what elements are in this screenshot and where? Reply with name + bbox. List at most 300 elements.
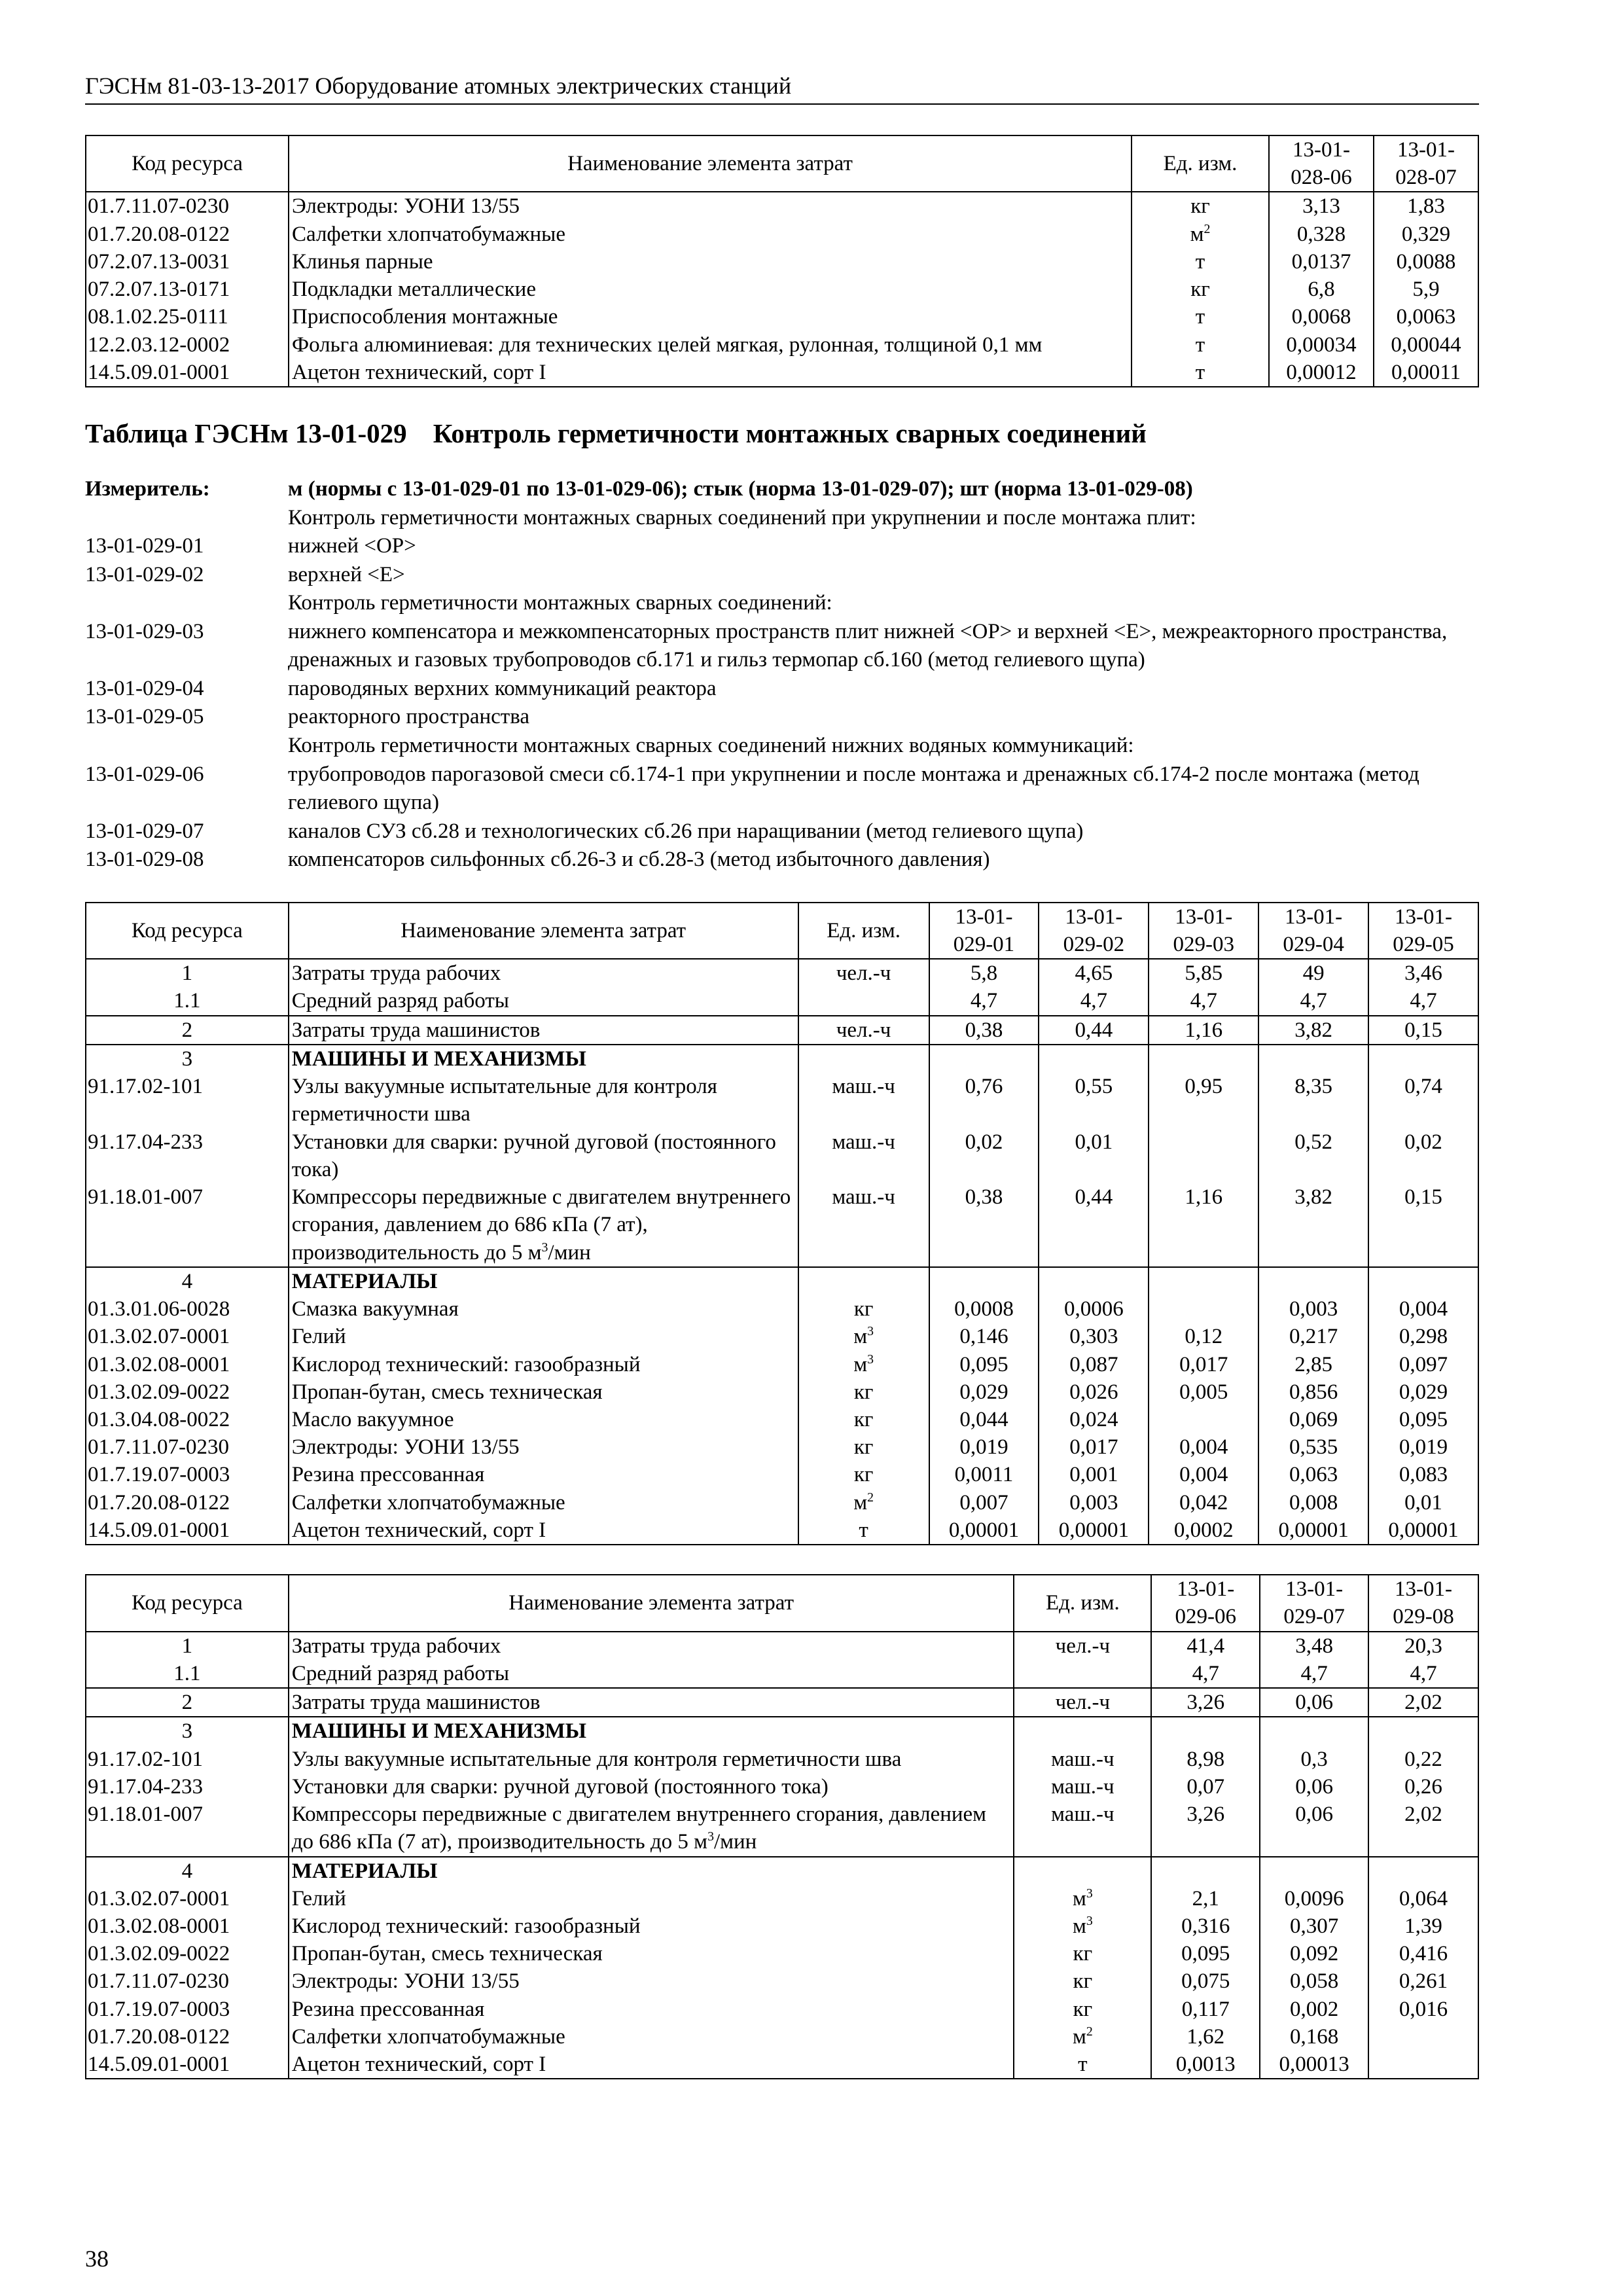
resource-code: 01.3.02.07-0001 <box>86 1323 289 1350</box>
table-header-row <box>86 135 1478 192</box>
norm-value: 0,00013 <box>1260 2051 1368 2079</box>
table-row <box>86 1183 1478 1267</box>
table-row <box>86 276 1478 303</box>
norm-value: 0,0011 <box>929 1461 1039 1488</box>
norm-value: 0,017 <box>1039 1433 1149 1461</box>
page-number: 38 <box>85 2246 109 2272</box>
table-row <box>86 1912 1478 1940</box>
resource-code: 01.7.19.07-0003 <box>86 1996 289 2023</box>
norm-description: нижней <ОР> <box>288 534 416 558</box>
norm-value: 0,001 <box>1039 1461 1149 1488</box>
header-norm: 13-01- 028-07 <box>1374 135 1478 192</box>
norm-value: 0,0006 <box>1039 1295 1149 1323</box>
norm-value: 0,38 <box>929 1016 1039 1045</box>
norm-value: 0,15 <box>1368 1183 1478 1267</box>
table-row <box>86 1016 1478 1045</box>
unit: т <box>798 1516 929 1545</box>
resource-code: 1 <box>86 1632 289 1660</box>
norm-value: 49 <box>1258 959 1368 987</box>
norm-value: 0,002 <box>1260 1996 1368 2023</box>
norm-value <box>1149 1406 1258 1433</box>
norm-value <box>1260 1717 1368 1745</box>
table-row <box>86 1406 1478 1433</box>
norm-description-row <box>85 532 1479 561</box>
resource-code: 1.1 <box>86 1660 289 1688</box>
resource-code: 91.18.01-007 <box>86 1801 289 1856</box>
norm-value: 0,52 <box>1258 1128 1368 1183</box>
unit: т <box>1132 331 1269 359</box>
table-row <box>86 1378 1478 1406</box>
unit: кг <box>1132 276 1269 303</box>
norm-value: 3,48 <box>1260 1632 1368 1660</box>
norm-value: 2,85 <box>1258 1351 1368 1378</box>
unit: $м^3$ <box>1014 1885 1151 1912</box>
table-row <box>86 192 1478 220</box>
header-code: Код ресурса <box>86 135 289 192</box>
resource-code: 14.5.09.01-0001 <box>86 1516 289 1545</box>
header-code: Код ресурса <box>86 1575 289 1631</box>
unit: чел.-ч <box>1014 1688 1151 1717</box>
norm-value: 0,0068 <box>1269 303 1374 331</box>
norm-value: 0,01 <box>1039 1128 1149 1183</box>
norm-value: 4,65 <box>1039 959 1149 987</box>
norm-description-row <box>85 732 1479 761</box>
resource-code: 1.1 <box>86 987 289 1015</box>
resource-code: 91.17.02-101 <box>86 1073 289 1128</box>
table-row <box>86 1773 1478 1801</box>
norm-description: каналов СУЗ сб.28 и технологических сб.26 при наращивании (метод гелиевого щупа) <box>288 819 1084 843</box>
unit: маш.-ч <box>1014 1773 1151 1801</box>
resource-name: Приспособления монтажные <box>289 303 1132 331</box>
norm-value: 0,416 <box>1368 1940 1478 1967</box>
unit <box>798 1045 929 1073</box>
unit <box>798 1267 929 1295</box>
norm-code <box>85 732 288 761</box>
unit: $м^3$ <box>798 1323 929 1350</box>
table-row <box>86 1516 1478 1545</box>
unit: маш.-ч <box>798 1183 929 1267</box>
resource-table-028 <box>85 135 1479 387</box>
norm-value: 0,026 <box>1039 1378 1149 1406</box>
norm-description: реакторного пространства <box>288 705 530 729</box>
header-norm: 13-01- 029-02 <box>1039 903 1149 959</box>
norm-value: 0,058 <box>1260 1967 1368 1995</box>
norm-value: 0,0013 <box>1151 2051 1260 2079</box>
norm-value: 0,00001 <box>1368 1516 1478 1545</box>
norm-value: 0,064 <box>1368 1885 1478 1912</box>
norm-value: 0,087 <box>1039 1351 1149 1378</box>
unit: маш.-ч <box>1014 1746 1151 1773</box>
norm-value: 0,097 <box>1368 1351 1478 1378</box>
norm-value: 8,35 <box>1258 1073 1368 1128</box>
resource-code: 08.1.02.25-0111 <box>86 303 289 331</box>
table-row <box>86 1045 1478 1073</box>
resource-code: 91.17.04-233 <box>86 1773 289 1801</box>
header-norm: 13-01- 029-03 <box>1149 903 1258 959</box>
norm-value <box>929 1045 1039 1073</box>
resource-code: 01.3.02.08-0001 <box>86 1912 289 1940</box>
norm-value: 1,62 <box>1151 2023 1260 2051</box>
norm-value: 4,7 <box>1368 1660 1478 1688</box>
norm-value: 0,261 <box>1368 1967 1478 1995</box>
norm-value <box>929 1267 1039 1295</box>
header-code: Код ресурса <box>86 903 289 959</box>
table-row <box>86 1688 1478 1717</box>
resource-code: 01.7.20.08-0122 <box>86 2023 289 2051</box>
norm-value: 0,005 <box>1149 1378 1258 1406</box>
unit: чел.-ч <box>1014 1632 1151 1660</box>
unit <box>1014 1660 1151 1688</box>
resource-name: Гелий <box>289 1323 798 1350</box>
unit: кг <box>798 1406 929 1433</box>
norm-value: 4,7 <box>1039 987 1149 1015</box>
norm-value: 0,00034 <box>1269 331 1374 359</box>
norm-value: 0,06 <box>1260 1773 1368 1801</box>
resource-code: 01.7.11.07-0230 <box>86 1433 289 1461</box>
norm-value: 4,7 <box>1151 1660 1260 1688</box>
table-row <box>86 1073 1478 1128</box>
norm-value: 0,55 <box>1039 1073 1149 1128</box>
norm-value: 0,016 <box>1368 1996 1478 2023</box>
norm-description: Контроль герметичности монтажных сварных соединений нижних водяных коммуникаций: <box>288 734 1134 758</box>
table-row <box>86 2051 1478 2079</box>
norm-value: 0,095 <box>929 1351 1039 1378</box>
resource-name: Компрессоры передвижные с двигателем внутреннего сгорания, давлением до 686 кПа (7 ат), производительность до 5 $м^3$/мин <box>289 1801 1014 1856</box>
norm-value: 1,83 <box>1374 192 1478 220</box>
norm-value: 4,7 <box>1258 987 1368 1015</box>
norm-value: 1,39 <box>1368 1912 1478 1940</box>
resource-code: 01.7.19.07-0003 <box>86 1461 289 1488</box>
resource-code: 01.3.02.09-0022 <box>86 1378 289 1406</box>
table-label: Таблица ГЭСНм 13-01-029 <box>85 418 407 449</box>
norm-value: 0,856 <box>1258 1378 1368 1406</box>
resource-name: Электроды: УОНИ 13/55 <box>289 1433 798 1461</box>
resource-name: Ацетон технический, сорт I <box>289 2051 1014 2079</box>
norm-value: 0,00044 <box>1374 331 1478 359</box>
norm-value: 0,44 <box>1039 1183 1149 1267</box>
resource-name: Салфетки хлопчатобумажные <box>289 221 1132 248</box>
header-unit: Ед. изм. <box>1132 135 1269 192</box>
unit <box>798 987 929 1015</box>
norm-value: 0,01 <box>1368 1489 1478 1516</box>
table-row <box>86 248 1478 276</box>
norm-value: 8,98 <box>1151 1746 1260 1773</box>
norm-value: 0,042 <box>1149 1489 1258 1516</box>
norm-value: 0,26 <box>1368 1773 1478 1801</box>
resource-name: Затраты труда машинистов <box>289 1688 1014 1717</box>
table-header-row <box>86 1575 1478 1631</box>
resource-name: Узлы вакуумные испытательные для контроля герметичности шва <box>289 1073 798 1128</box>
resource-name: Салфетки хлопчатобумажные <box>289 2023 1014 2051</box>
norm-description: трубопроводов парогазовой смеси сб.174-1 при укрупнении и после монтажа и дренажных сб.174-2 после монтажа (метод гелиевого щупа) <box>288 762 1419 815</box>
table-row <box>86 359 1478 387</box>
norm-value: 0,535 <box>1258 1433 1368 1461</box>
norm-value: 0,004 <box>1149 1461 1258 1488</box>
norm-value: 0,303 <box>1039 1323 1149 1350</box>
table-row <box>86 1632 1478 1660</box>
resource-code: 3 <box>86 1045 289 1073</box>
unit <box>1014 1717 1151 1745</box>
norm-value: 0,083 <box>1368 1461 1478 1488</box>
table-row <box>86 1461 1478 1488</box>
norm-value: 0,15 <box>1368 1016 1478 1045</box>
resource-name: Затраты труда машинистов <box>289 1016 798 1045</box>
resource-name: Масло вакуумное <box>289 1406 798 1433</box>
norm-value: 6,8 <box>1269 276 1374 303</box>
norm-value: 0,044 <box>929 1406 1039 1433</box>
unit: кг <box>798 1433 929 1461</box>
header-norm: 13-01- 028-06 <box>1269 135 1374 192</box>
norm-code: 13-01-029-02 <box>85 562 204 586</box>
norm-value: 0,12 <box>1149 1323 1258 1350</box>
norm-value: 0,44 <box>1039 1016 1149 1045</box>
table-row <box>86 1489 1478 1516</box>
norm-value <box>1151 1717 1260 1745</box>
table-row <box>86 1857 1478 1885</box>
unit: кг <box>1014 1967 1151 1995</box>
unit: $м^3$ <box>1014 1912 1151 1940</box>
norm-code: 13-01-029-04 <box>85 676 204 700</box>
table-row <box>86 303 1478 331</box>
resource-name: Ацетон технический, сорт I <box>289 1516 798 1545</box>
norm-value <box>1258 1045 1368 1073</box>
norm-value: 2,02 <box>1368 1688 1478 1717</box>
resource-code: 14.5.09.01-0001 <box>86 359 289 387</box>
table-title <box>85 418 1479 449</box>
norm-value: 1,16 <box>1149 1183 1258 1267</box>
running-title: ГЭСНм 81-03-13-2017 Оборудование атомных электрических станций <box>85 72 1479 105</box>
unit: $м^2$ <box>1014 2023 1151 2051</box>
unit: маш.-ч <box>798 1128 929 1183</box>
resource-table-029-a <box>85 902 1479 1545</box>
norm-description: пароводяных верхних коммуникаций реактора <box>288 676 717 700</box>
resource-name: Узлы вакуумные испытательные для контроля герметичности шва <box>289 1746 1014 1773</box>
resource-name: Средний разряд работы <box>289 1660 1014 1688</box>
unit: т <box>1014 2051 1151 2079</box>
norm-value: 0,004 <box>1149 1433 1258 1461</box>
norm-value: 3,82 <box>1258 1183 1368 1267</box>
norm-description: Контроль герметичности монтажных сварных соединений при укрупнении и после монтажа плит: <box>288 505 1196 529</box>
norm-value <box>1151 1857 1260 1885</box>
norm-description-row <box>85 703 1479 732</box>
unit: кг <box>1014 1996 1151 2023</box>
norm-value: 5,8 <box>929 959 1039 987</box>
resource-code: 2 <box>86 1016 289 1045</box>
resource-name: Смазка вакуумная <box>289 1295 798 1323</box>
norm-value: 0,069 <box>1258 1406 1368 1433</box>
norm-value: 0,07 <box>1151 1773 1260 1801</box>
norm-value: 0,095 <box>1151 1940 1260 1967</box>
resource-code: 01.3.02.08-0001 <box>86 1351 289 1378</box>
norm-value: 0,328 <box>1269 221 1374 248</box>
norm-value: 0,017 <box>1149 1351 1258 1378</box>
norm-code: 13-01-029-08 <box>85 848 204 872</box>
table-row <box>86 1801 1478 1856</box>
norm-value: 2,02 <box>1368 1801 1478 1856</box>
resource-table-029-b <box>85 1574 1479 2079</box>
resource-name: Фольга алюминиевая: для технических целей мягкая, рулонная, толщиной 0,1 мм <box>289 331 1132 359</box>
header-norm: 13-01- 029-04 <box>1258 903 1368 959</box>
resource-code: 2 <box>86 1688 289 1717</box>
norm-value: 0,95 <box>1149 1073 1258 1128</box>
table-row <box>86 1660 1478 1688</box>
resource-name: МАТЕРИАЛЫ <box>289 1267 798 1295</box>
unit: т <box>1132 359 1269 387</box>
resource-code: 3 <box>86 1717 289 1745</box>
norm-value: 0,307 <box>1260 1912 1368 1940</box>
norm-value: 0,06 <box>1260 1688 1368 1717</box>
resource-name: Установки для сварки: ручной дуговой (постоянного тока) <box>289 1773 1014 1801</box>
norm-value: 0,003 <box>1258 1295 1368 1323</box>
norm-value: 0,0008 <box>929 1295 1039 1323</box>
norm-value: 0,3 <box>1260 1746 1368 1773</box>
header-unit: Ед. изм. <box>798 903 929 959</box>
norm-value: 3,82 <box>1258 1016 1368 1045</box>
header-norm: 13-01- 029-01 <box>929 903 1039 959</box>
resource-name: Затраты труда рабочих <box>289 959 798 987</box>
norm-value <box>1368 1857 1478 1885</box>
norm-value <box>1368 1045 1478 1073</box>
unit: кг <box>798 1461 929 1488</box>
table-name: Контроль герметичности монтажных сварных соединений <box>433 418 1147 449</box>
norm-value: 0,007 <box>929 1489 1039 1516</box>
norm-value: 0,024 <box>1039 1406 1149 1433</box>
resource-code: 07.2.07.13-0171 <box>86 276 289 303</box>
norm-value: 0,298 <box>1368 1323 1478 1350</box>
norm-code <box>85 504 288 533</box>
norm-value: 0,063 <box>1258 1461 1368 1488</box>
norm-value: 0,00001 <box>929 1516 1039 1545</box>
resource-code: 01.7.20.08-0122 <box>86 221 289 248</box>
resource-code: 14.5.09.01-0001 <box>86 2051 289 2079</box>
table-row <box>86 221 1478 248</box>
resource-code: 01.7.20.08-0122 <box>86 1489 289 1516</box>
norm-value: 0,0096 <box>1260 1885 1368 1912</box>
resource-name: МАТЕРИАЛЫ <box>289 1857 1014 1885</box>
table-row <box>86 1717 1478 1745</box>
norm-value: 0,029 <box>1368 1378 1478 1406</box>
unit: $м^3$ <box>798 1351 929 1378</box>
norm-value <box>1368 1717 1478 1745</box>
norm-value: 0,316 <box>1151 1912 1260 1940</box>
norm-value: 0,22 <box>1368 1746 1478 1773</box>
norm-value: 0,092 <box>1260 1940 1368 1967</box>
norm-code: 13-01-029-01 <box>85 534 204 558</box>
norm-value: 0,004 <box>1368 1295 1478 1323</box>
unit: кг <box>798 1295 929 1323</box>
norm-value: 0,029 <box>929 1378 1039 1406</box>
resource-name: Резина прессованная <box>289 1461 798 1488</box>
table-row <box>86 1746 1478 1773</box>
norm-value: 0,0088 <box>1374 248 1478 276</box>
resource-code: 1 <box>86 959 289 987</box>
norm-value: 20,3 <box>1368 1632 1478 1660</box>
norm-value: 3,13 <box>1269 192 1374 220</box>
resource-name: Резина прессованная <box>289 1996 1014 2023</box>
resource-name: Электроды: УОНИ 13/55 <box>289 192 1132 220</box>
norm-value <box>1149 1267 1258 1295</box>
norm-description-row <box>85 561 1479 590</box>
header-unit: Ед. изм. <box>1014 1575 1151 1631</box>
norm-value: 0,0137 <box>1269 248 1374 276</box>
resource-name: Клинья парные <box>289 248 1132 276</box>
norm-value: 4,7 <box>1260 1660 1368 1688</box>
table-row <box>86 1128 1478 1183</box>
table-row <box>86 1267 1478 1295</box>
norm-value: 0,003 <box>1039 1489 1149 1516</box>
norm-value: 0,02 <box>929 1128 1039 1183</box>
unit: кг <box>1132 192 1269 220</box>
unit: т <box>1132 303 1269 331</box>
unit: т <box>1132 248 1269 276</box>
norm-value: 4,7 <box>1368 987 1478 1015</box>
norm-value: 0,168 <box>1260 2023 1368 2051</box>
norm-value: 4,7 <box>1149 987 1258 1015</box>
norm-value: 0,76 <box>929 1073 1039 1128</box>
norm-value <box>1039 1045 1149 1073</box>
table-row <box>86 331 1478 359</box>
norm-value <box>1039 1267 1149 1295</box>
norm-value <box>1368 1267 1478 1295</box>
unit: кг <box>1014 1940 1151 1967</box>
header-norm: 13-01- 029-07 <box>1260 1575 1368 1631</box>
norm-value <box>1368 2023 1478 2051</box>
resource-code: 91.17.02-101 <box>86 1746 289 1773</box>
resource-name: Подкладки металлические <box>289 276 1132 303</box>
resource-code: 4 <box>86 1267 289 1295</box>
norm-value: 0,146 <box>929 1323 1039 1350</box>
resource-code: 01.7.11.07-0230 <box>86 1967 289 1995</box>
norm-value <box>1368 2051 1478 2079</box>
unit: маш.-ч <box>1014 1801 1151 1856</box>
norm-value: 3,46 <box>1368 959 1478 987</box>
norm-description: компенсаторов сильфонных сб.26-3 и сб.28-3 (метод избыточного давления) <box>288 848 990 872</box>
norm-value: 0,075 <box>1151 1967 1260 1995</box>
resource-name: МАШИНЫ И МЕХАНИЗМЫ <box>289 1717 1014 1745</box>
norm-value: 5,85 <box>1149 959 1258 987</box>
table-row <box>86 1996 1478 2023</box>
norm-value: 4,7 <box>929 987 1039 1015</box>
resource-code: 01.3.02.07-0001 <box>86 1885 289 1912</box>
resource-name: Средний разряд работы <box>289 987 798 1015</box>
norm-value: 0,008 <box>1258 1489 1368 1516</box>
table-row <box>86 959 1478 987</box>
resource-code: 01.3.02.09-0022 <box>86 1940 289 1967</box>
resource-name: Кислород технический: газообразный <box>289 1912 1014 1940</box>
norm-value: 0,0063 <box>1374 303 1478 331</box>
norm-description-row <box>85 589 1479 618</box>
norm-value <box>1149 1045 1258 1073</box>
resource-name: Компрессоры передвижные с двигателем внутреннего сгорания, давлением до 686 кПа (7 ат), производительность до 5 $м^3$/мин <box>289 1183 798 1267</box>
unit: $м^2$ <box>1132 221 1269 248</box>
resource-name: Затраты труда рабочих <box>289 1632 1014 1660</box>
resource-code: 01.3.04.08-0022 <box>86 1406 289 1433</box>
resource-code: 4 <box>86 1857 289 1885</box>
document-page <box>85 72 1479 2079</box>
norm-description-row <box>85 504 1479 533</box>
table-row <box>86 2023 1478 2051</box>
resource-name: Пропан-бутан, смесь техническая <box>289 1378 798 1406</box>
norm-code: 13-01-029-03 <box>85 619 204 643</box>
norm-value: 0,019 <box>929 1433 1039 1461</box>
norm-description-row <box>85 618 1479 675</box>
header-norm: 13-01- 029-08 <box>1368 1575 1478 1631</box>
norm-value: 0,117 <box>1151 1996 1260 2023</box>
table-header-row <box>86 903 1478 959</box>
norm-value <box>1260 1857 1368 1885</box>
norm-value <box>1149 1128 1258 1183</box>
norm-code: 13-01-029-07 <box>85 819 204 843</box>
